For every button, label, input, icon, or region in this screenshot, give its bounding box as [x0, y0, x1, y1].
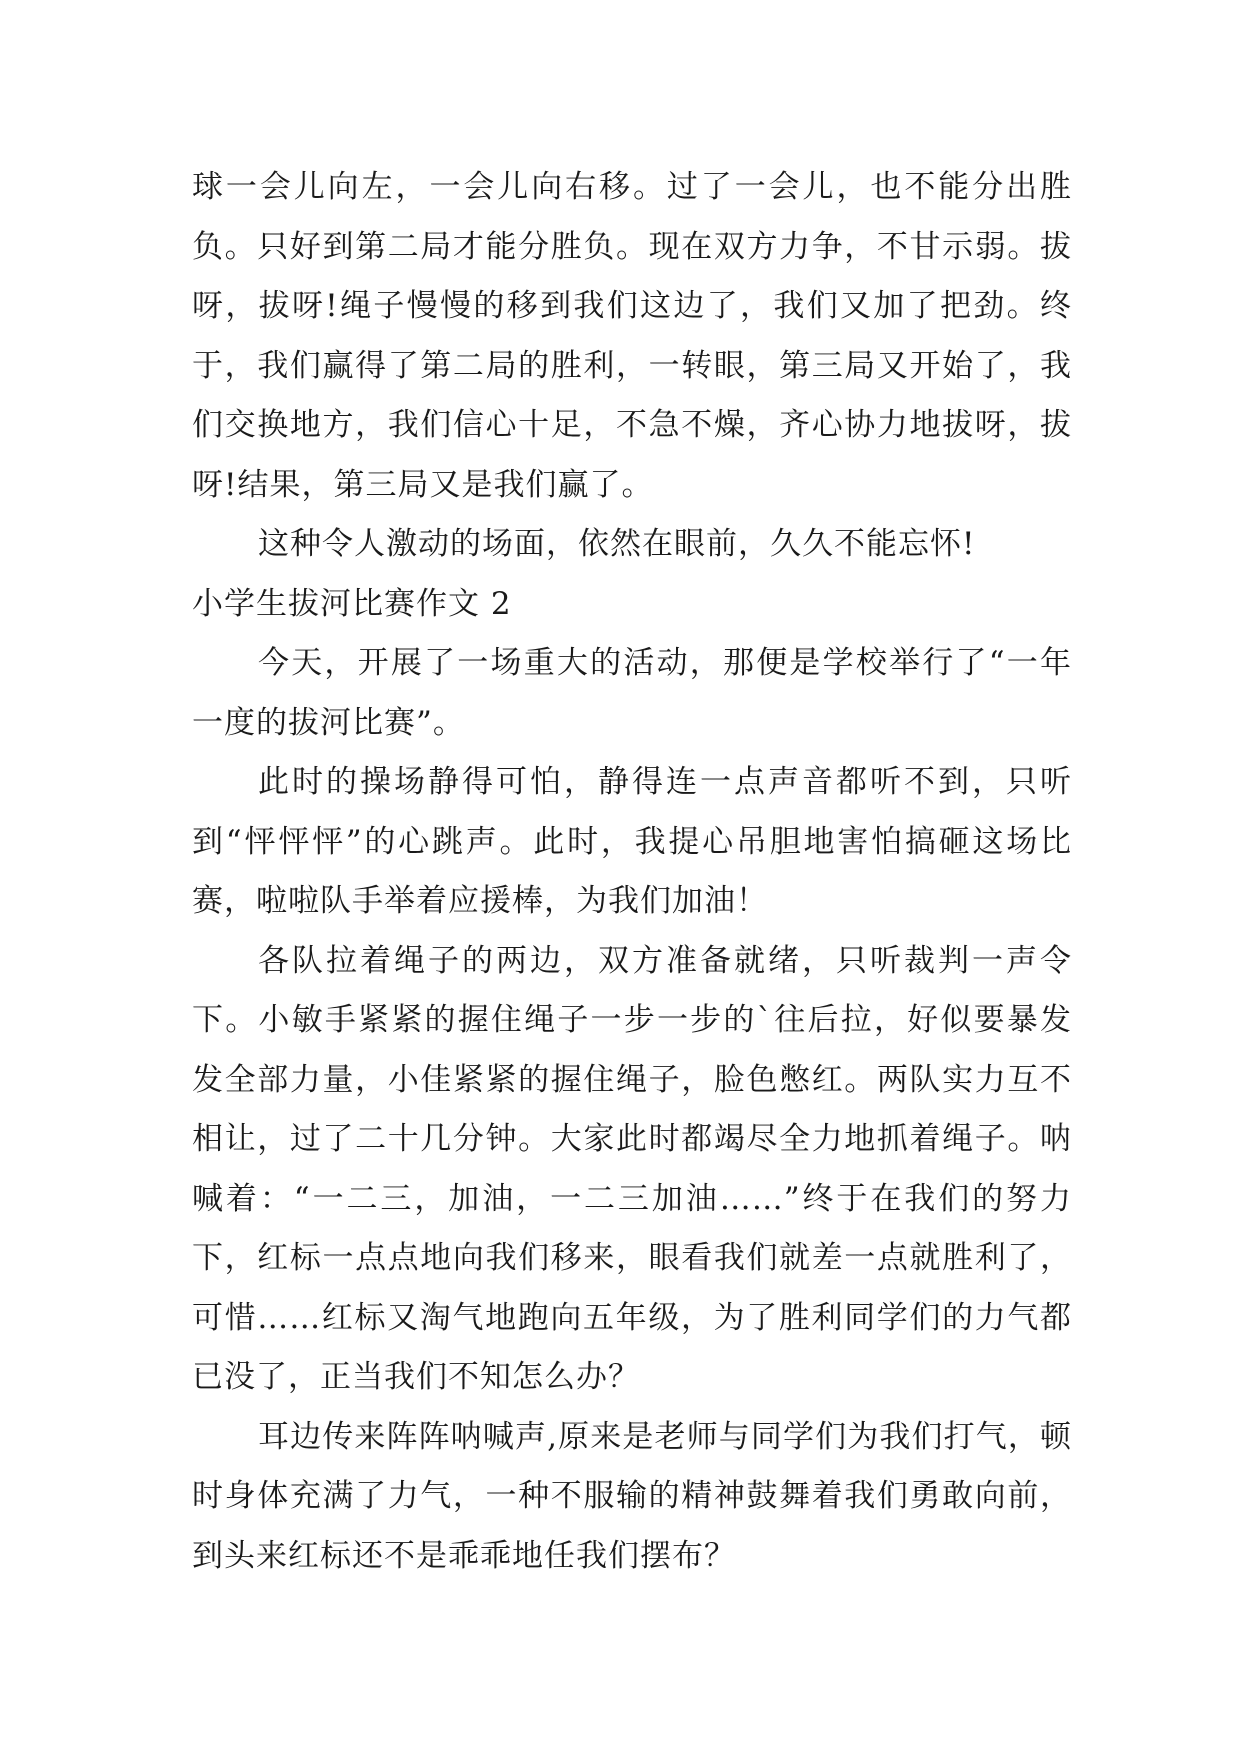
- paragraph-continued: 球一会儿向左，一会儿向右移。过了一会儿，也不能分出胜负。只好到第二局才能分胜负。现在双方力争，不甘示弱。拔呀，拔呀!绳子慢慢的移到我们这边了，我们又加了把劲。终于，我们赢得了第二局的胜利，一转眼，第三局又开始了，我们交换地方，我们信心十足，不急不燥，齐心协力地拔呀，拔呀!结果，第三局又是我们赢了。: [192, 169, 1072, 503]
- paragraph-playground: 此时的操场静得可怕，静得连一点声音都听不到，只听到“怦怦怦”的心跳声。此时，我提心吊胆地害怕搞砸这场比赛，啦啦队手举着应援棒，为我们加油！: [192, 764, 1072, 919]
- document-body: [192, 158, 1072, 1586]
- paragraph-contest: 各队拉着绳子的两边，双方准备就绪，只听裁判一声令下。小敏手紧紧的握住绳子一步一步的`往后拉，好似要暴发发全部力量，小佳紧紧的握住绳子，脸色憋红。两队实力互不相让，过了二十几分钟。大家此时都竭尽全力地抓着绳子。呐喊着：“一二三，加油，一二三加油……”终于在我们的努力下，红标一点点地向我们移来，眼看我们就差一点就胜利了，可惜……红标又淘气地跑向五年级，为了胜利同学们的力气都已没了，正当我们不知怎么办？: [192, 942, 1072, 1395]
- paragraph-ending: 耳边传来阵阵呐喊声,原来是老师与同学们为我们打气，顿时身体充满了力气，一种不服输的精神鼓舞着我们勇敢向前，到头来红标还不是乖乖地任我们摆布？: [192, 1418, 1072, 1574]
- paragraph-intro: 今天，开展了一场重大的活动，那便是学校举行了“一年一度的拔河比赛”。: [192, 645, 1072, 741]
- paragraph-closing-remark: 这种令人激动的场面，依然在眼前，久久不能忘怀!: [258, 526, 976, 562]
- essay-title: 小学生拔河比赛作文 2: [192, 585, 512, 622]
